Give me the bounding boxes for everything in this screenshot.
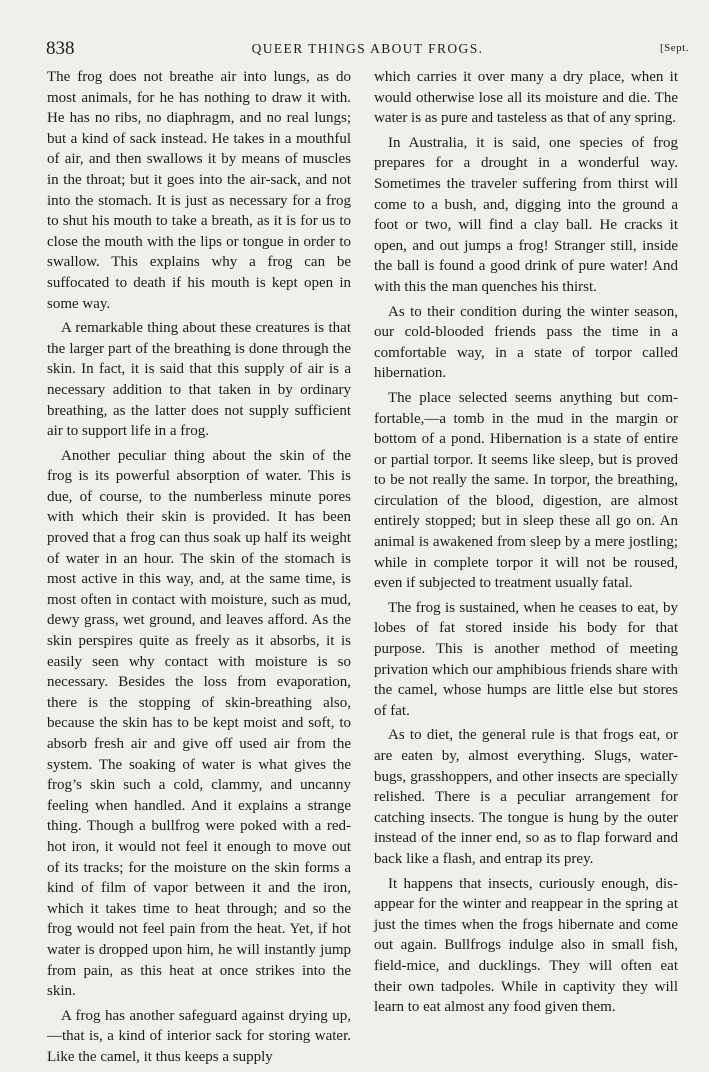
page-number: 838 bbox=[46, 38, 75, 59]
paragraph: A frog has another safeguard against drying up,—that is, a kind of interior sack for storing water. Like the camel, it thus keeps a supply bbox=[47, 1007, 351, 1065]
right-column bbox=[374, 67, 678, 1022]
paragraph: The frog does not breathe air into lungs, as do most animals, for he has nothing to draw it with. He has no ribs, no diaphragm, and no real lungs; but a kind of sack instead. He takes in a mouthful of air, and then swallows it by means of muscles in the throat; but it goes into the air-sack, and not into the stomach. It is just as necessary for a frog to shut his mouth to take a breath, as it is for us to close the mouth with the lips or tongue in order to swallow. This explains why a frog can be suffocated to death if his mouth is kept open in some way. bbox=[47, 69, 351, 312]
paragraph: The frog is sustained, when he ceases to eat, by lobes of fat stored inside his body for that purpose. This is another method of meeting privation which our amphibious friends share with the camel, whose humps are little else but stores of fat. bbox=[374, 599, 678, 719]
page-title: QUEER THINGS ABOUT FROGS. bbox=[251, 41, 484, 56]
paragraph: It happens that insects, curiously enough, disappear for the winter and reappear in the spring at just the times when the frogs hibernate and come out again. Bullfrogs indulge also in small fish, field-mice, and ducklings. They will often eat their own tadpoles. While in captivity they will learn to eat almost any food given them. bbox=[374, 875, 678, 1016]
paragraph: which carries it over many a dry place, when it would otherwise lose all its moisture and die. The water is as pure and tasteless as that of any spring. bbox=[374, 69, 678, 127]
paragraph: As to diet, the general rule is that frogs eat, or are eaten by, almost everything. Slugs, water-bugs, grasshoppers, and other insects are specially relished. There is a peculiar arrangement for catching insects. The tongue is hung by the outer instead of the inner end, so as to flap forward and back like a flash, and entrap its prey. bbox=[374, 727, 678, 867]
left-column bbox=[47, 67, 351, 1072]
paragraph: Another peculiar thing about the skin of the frog is its powerful absorption of water. This is due, of course, to the numberless minute pores with which their skin is provided. It has been proved that a frog can thus soak up half its weight of water in an hour. The skin of the stomach is most active in this way, and, at the same time, is most often in contact with moisture, such as mud, dewy grass, wet ground, and leaves afford. As the skin perspires quite as freely as it absorbs, it is easily seen why contact with moisture is so necessary. Besides the loss from evaporation, there is the stopping of skin-breathing also, because the skin has to be kept moist and soft, to absorb fresh air and give off used air from the system. The soaking of water is what gives the frog’s skin such a cold, clammy, and uncanny feeling when handled. And it explains a strange thing. Though a bullfrog were poked with a red-hot iron, it would not feel it enough to move out of its tracks; for the moisture on the skin forms a kind of film of vapor between it and the iron, which it takes time to heat through; and so the frog would not feel pain from the heat. Yet, if hot water is dropped upon him, he will instantly jump from pain, as this heat at once strikes into the skin. bbox=[47, 447, 351, 1000]
paragraph: A remarkable thing about these creatures is that the larger part of the breathing is done through the skin. In fact, it is said that this supply of air is a necessary addition to that taken in by ordinary breathing, as the latter does not supply sufficient air to support life in a frog. bbox=[47, 320, 351, 440]
issue-month: [Sept. bbox=[660, 42, 689, 54]
running-head bbox=[46, 38, 689, 62]
paragraph: As to their condition during the winter season, our cold-blooded friends pass the time in a comfortable way, in a state of torpor called hibernation. bbox=[374, 303, 678, 382]
paragraph: The place selected seems anything but comfortable,—a tomb in the mud in the margin or bottom of a pond. Hibernation is a state of entire or partial torpor. It seems like sleep, but is proved to be not really the same. In torpor, the breathing, circulation of the blood, digestion, are almost entirely stopped; but in sleep these all go on. An animal is awakened from sleep by a mere jostling; while in complete torpor it will not be roused, even if subjected to treatment usually fatal. bbox=[374, 389, 678, 592]
paragraph: In Australia, it is said, one species of frog prepares for a drought in a wonderful way. Sometimes the traveler suffering from thirst will come to a bush, and, digging into the ground a foot or two, will find a clay ball. He cracks it open, and out jumps a frog! Stranger still, inside the ball is found a good drink of pure water! And with this the man quenches his thirst. bbox=[374, 134, 678, 295]
